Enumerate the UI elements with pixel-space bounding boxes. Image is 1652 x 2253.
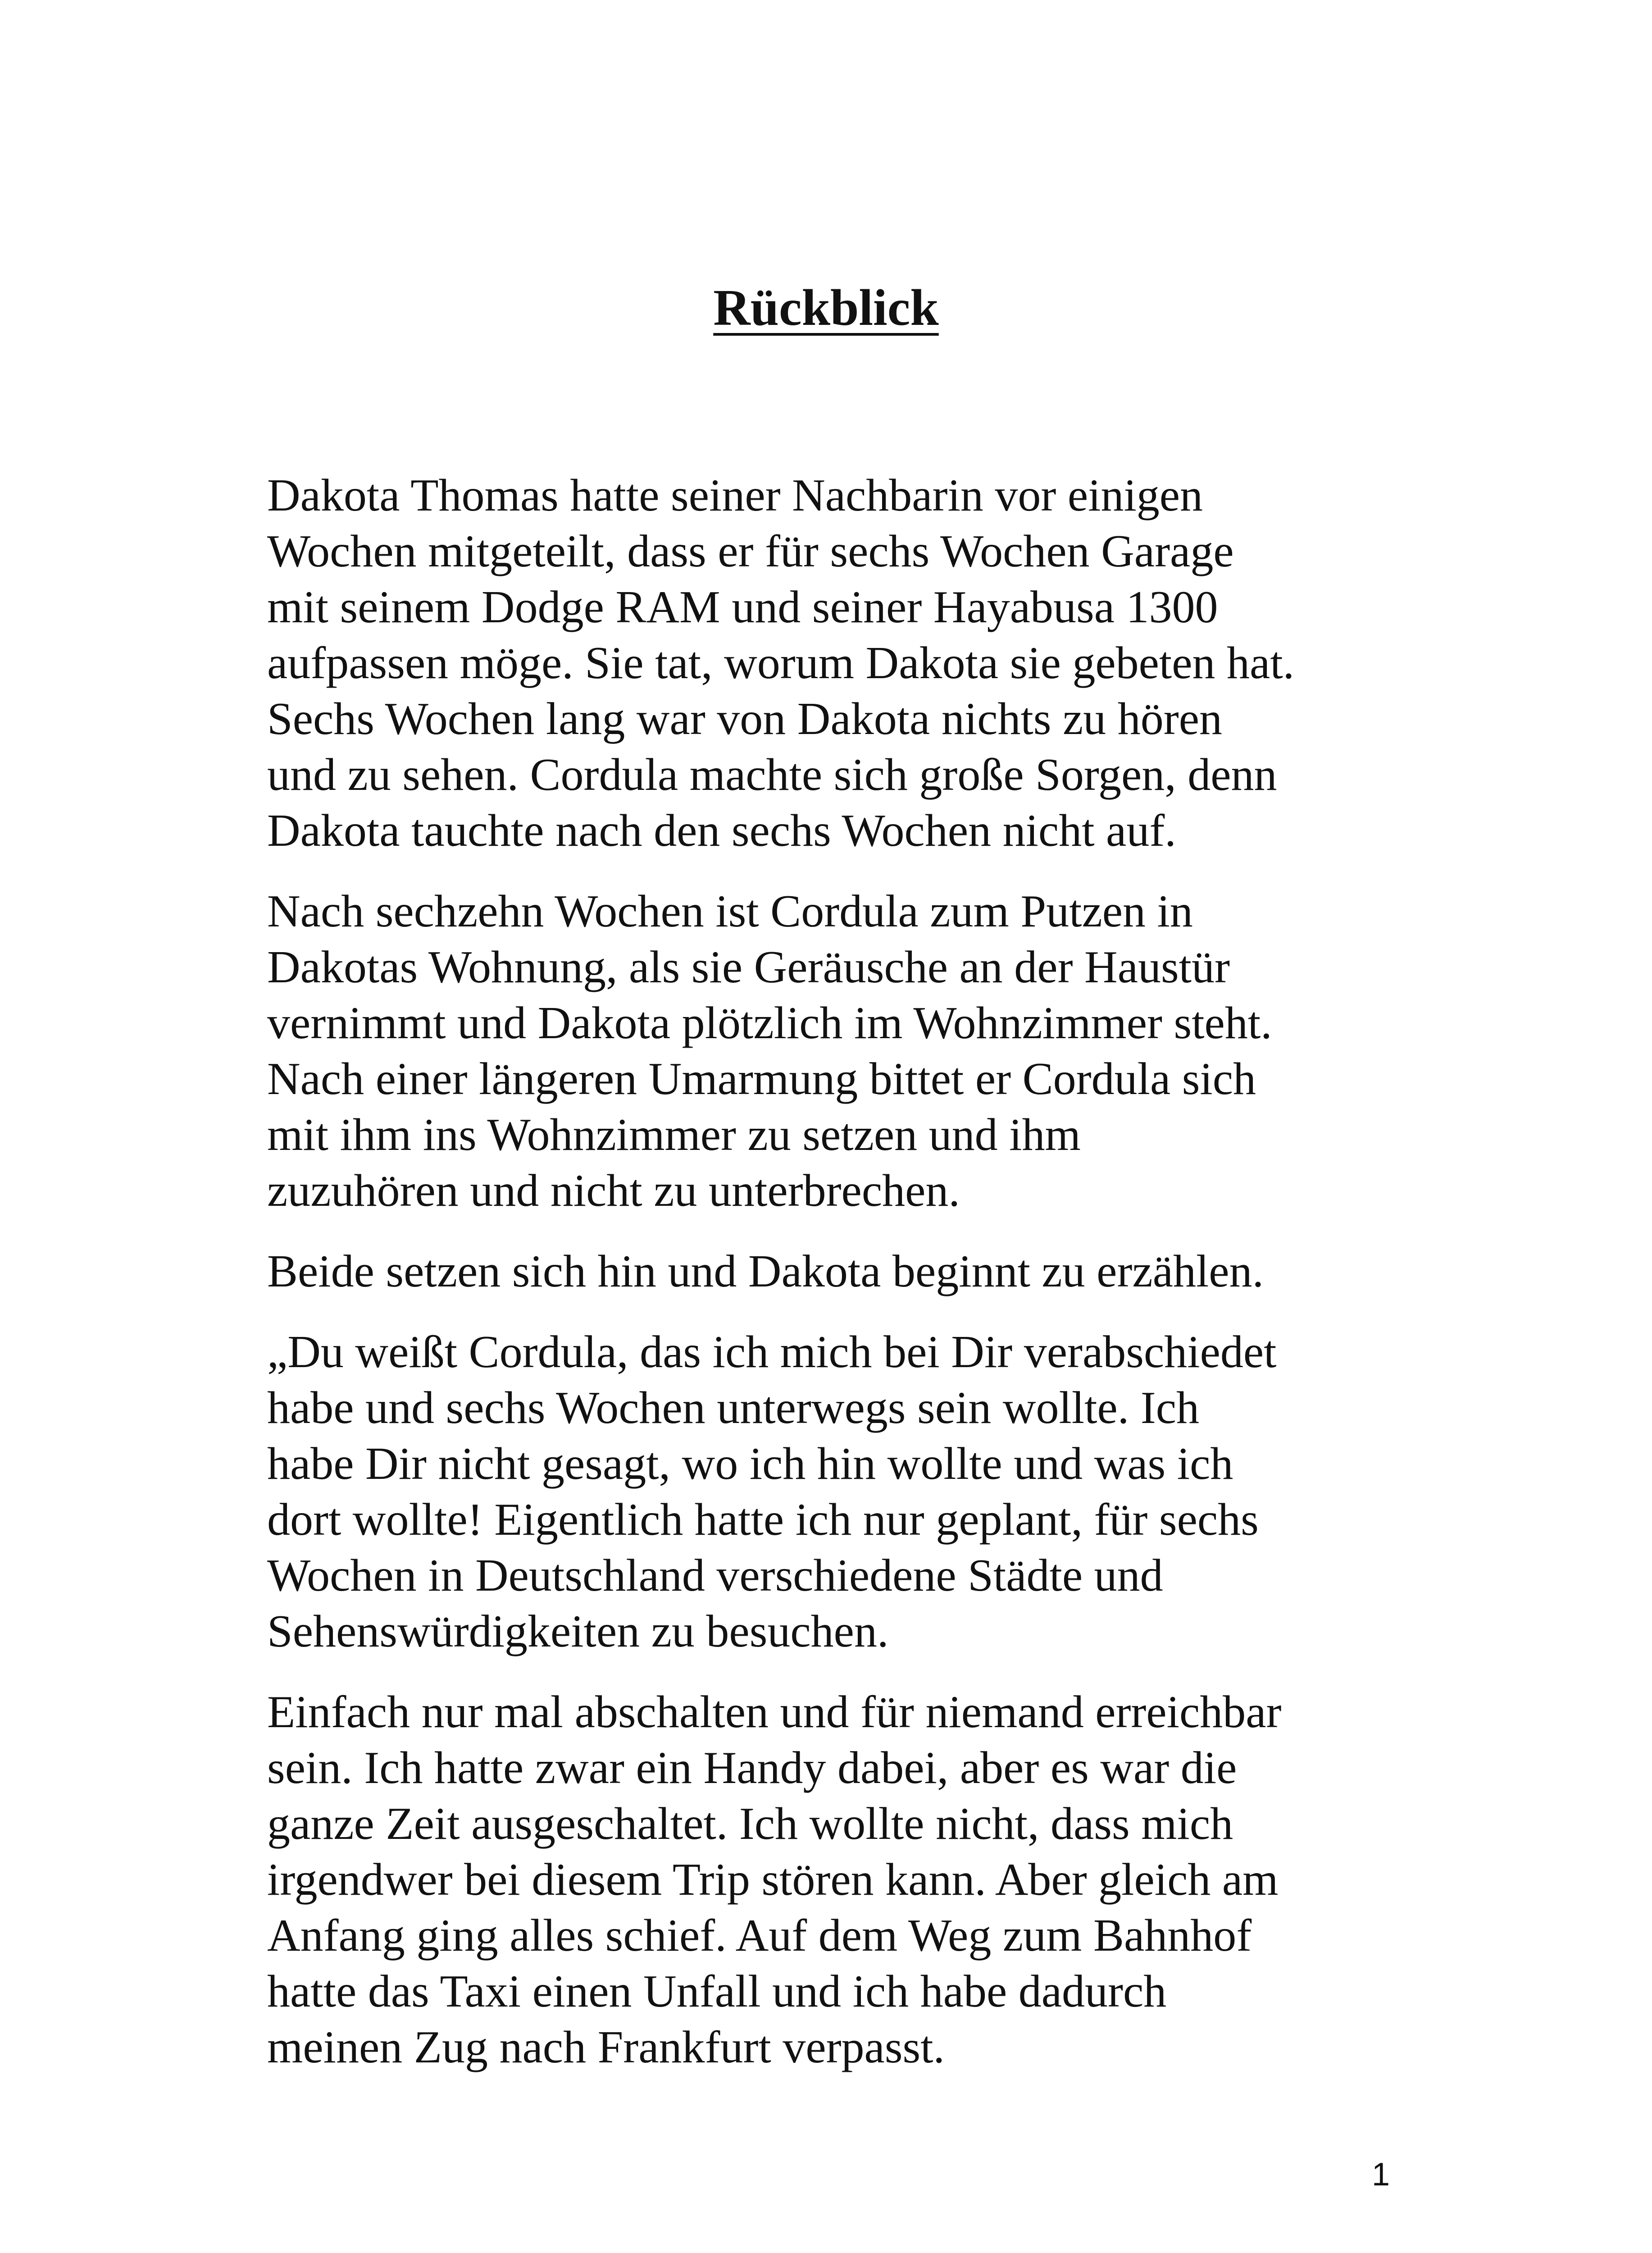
page-title-text: Rückblick <box>713 279 939 336</box>
text-line: vernimmt und Dakota plötzlich im Wohnzimmer steht. <box>267 998 1272 1049</box>
text-line: Nach sechzehn Wochen ist Cordula zum Putzen in <box>267 886 1193 937</box>
paragraph-5 <box>267 1684 1411 2075</box>
paragraph-4 <box>267 1324 1411 1660</box>
text-line: Einfach nur mal abschalten und für niemand erreichbar <box>267 1687 1282 1738</box>
paragraph-1 <box>267 468 1411 859</box>
text-line: meinen Zug nach Frankfurt verpasst. <box>267 2022 945 2073</box>
text-line: Dakotas Wohnung, als sie Geräusche an der Haustür <box>267 942 1230 993</box>
text-line: dort wollte! Eigentlich hatte ich nur geplant, für sechs <box>267 1494 1259 1545</box>
text-line: Dakota Thomas hatte seiner Nachbarin vor einigen <box>267 470 1203 521</box>
text-line: habe und sechs Wochen unterwegs sein wollte. Ich <box>267 1382 1199 1433</box>
text-line: zuzuhören und nicht zu unterbrechen. <box>267 1165 960 1216</box>
page-number: 1 <box>1371 2157 1390 2193</box>
body-text <box>267 468 1411 2100</box>
text-line: Anfang ging alles schief. Auf dem Weg zum Bahnhof <box>267 1910 1252 1961</box>
text-line: Wochen mitgeteilt, dass er für sechs Wochen Garage <box>267 526 1234 577</box>
text-line: Sechs Wochen lang war von Dakota nichts zu hören <box>267 693 1222 744</box>
text-line: Sehenswürdigkeiten zu besuchen. <box>267 1606 889 1657</box>
text-line: „Du weißt Cordula, das ich mich bei Dir verabschiedet <box>267 1327 1277 1377</box>
paragraph-2 <box>267 884 1411 1219</box>
text-line: Wochen in Deutschland verschiedene Städte und <box>267 1550 1163 1601</box>
text-line: mit seinem Dodge RAM und seiner Hayabusa 1300 <box>267 582 1218 633</box>
text-line: mit ihm ins Wohnzimmer zu setzen und ihm <box>267 1109 1081 1160</box>
text-line: habe Dir nicht gesagt, wo ich hin wollte und was ich <box>267 1438 1233 1489</box>
text-line: Beide setzen sich hin und Dakota beginnt zu erzählen. <box>267 1246 1264 1297</box>
text-line: irgendwer bei diesem Trip stören kann. Aber gleich am <box>267 1854 1279 1905</box>
text-line: aufpassen möge. Sie tat, worum Dakota sie gebeten hat. <box>267 638 1295 689</box>
page-title <box>0 277 1652 339</box>
text-line: sein. Ich hatte zwar ein Handy dabei, aber es war die <box>267 1742 1237 1793</box>
text-line: Dakota tauchte nach den sechs Wochen nicht auf. <box>267 805 1176 856</box>
text-line: Nach einer längeren Umarmung bittet er Cordula sich <box>267 1054 1256 1104</box>
paragraph-3 <box>267 1244 1411 1300</box>
text-line: ganze Zeit ausgeschaltet. Ich wollte nicht, dass mich <box>267 1798 1233 1849</box>
text-line: hatte das Taxi einen Unfall und ich habe dadurch <box>267 1966 1167 2017</box>
text-line: und zu sehen. Cordula machte sich große Sorgen, denn <box>267 749 1277 800</box>
